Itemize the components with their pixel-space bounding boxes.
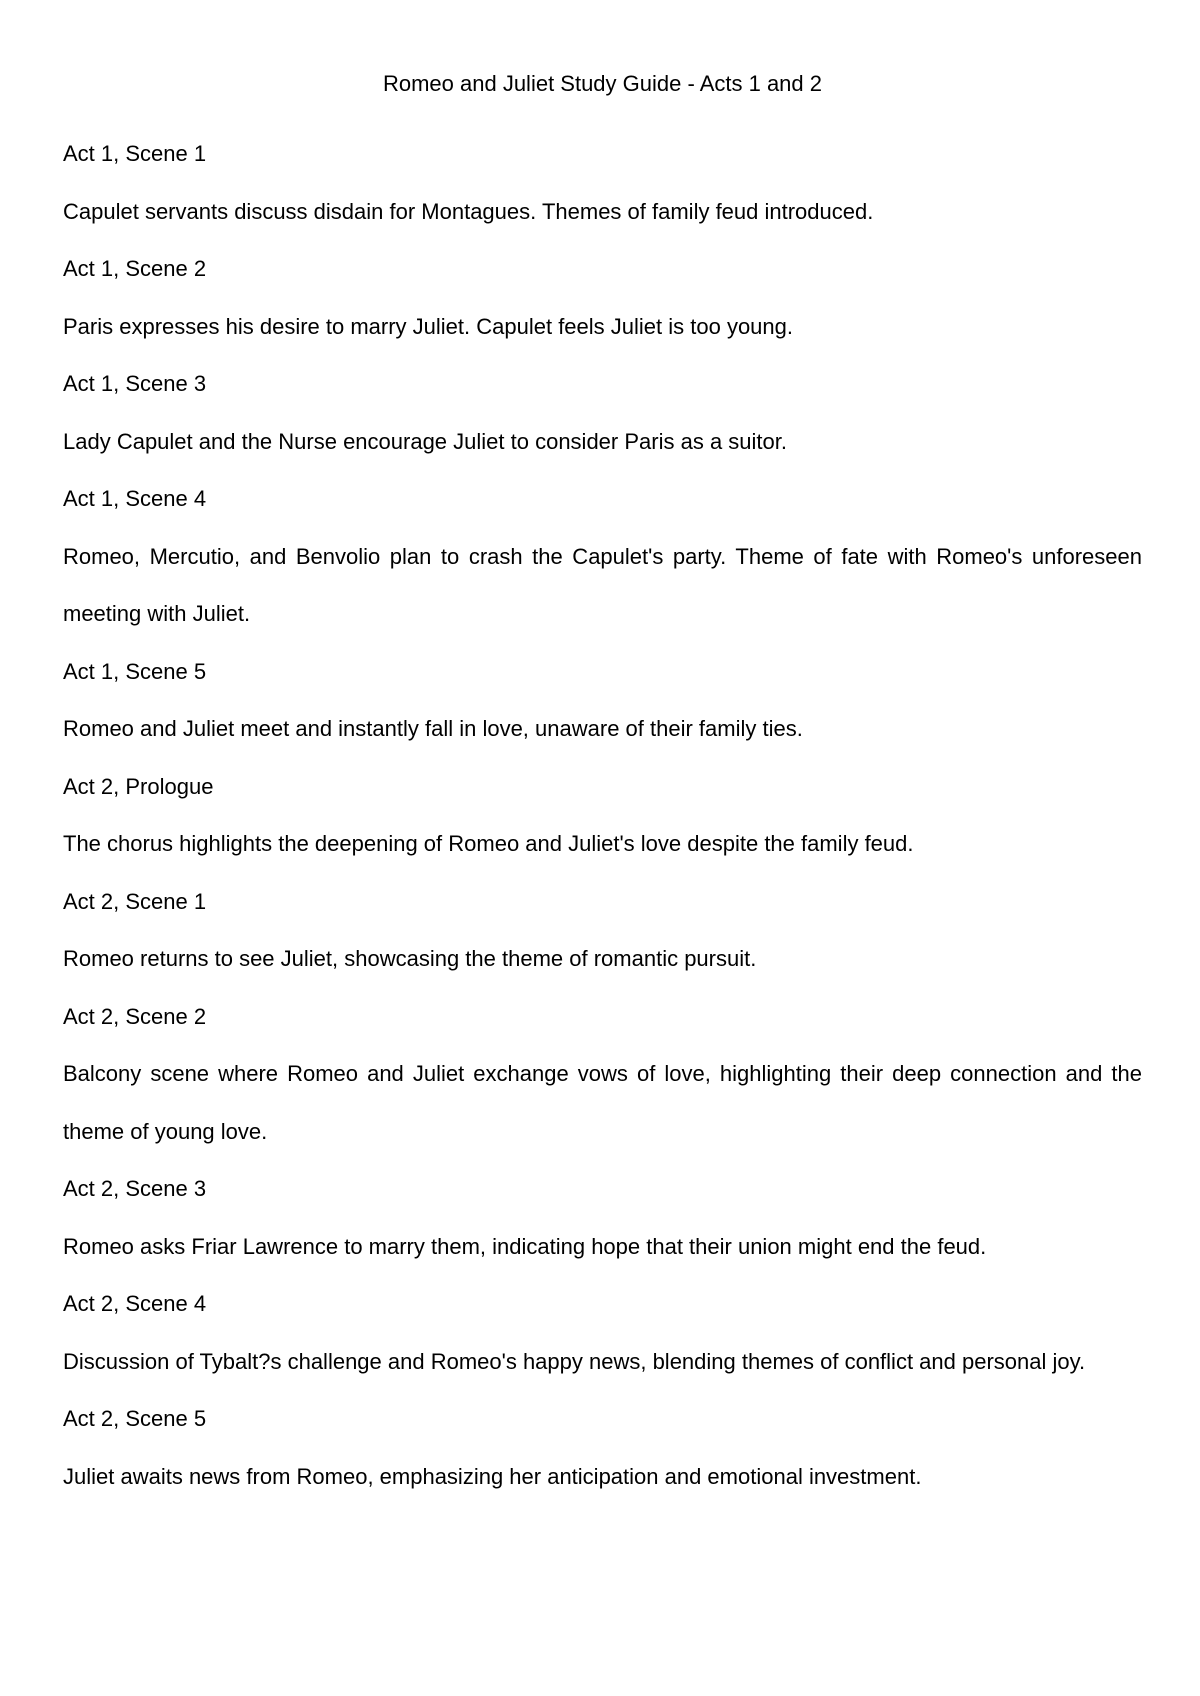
scene-text-act2-scene3: Romeo asks Friar Lawrence to marry them, indicating hope that their union might end the feud. (63, 1233, 987, 1259)
scene-heading-act2-scene1: Act 2, Scene 1 (63, 888, 207, 914)
scene-text-act2-scene4: Discussion of Tybalt?s challenge and Romeo's happy news, blending themes of conflict and personal joy. (63, 1348, 1086, 1374)
scene-heading-act1-scene4: Act 1, Scene 4 (63, 486, 207, 511)
scene-heading-act2-scene5: Act 2, Scene 5 (63, 1406, 207, 1431)
scene-text-act2-scene2: Balcony scene where Romeo and Juliet exchange vows of love, highlighting their deep connection and the theme of young love. (63, 1061, 1142, 1144)
scene-heading-act1-scene1: Act 1, Scene 1 (63, 141, 207, 166)
scene-text-act2-prologue: The chorus highlights the deepening of Romeo and Juliet's love despite the family feud. (63, 831, 914, 856)
scene-heading-act1-scene5: Act 1, Scene 5 (63, 658, 207, 684)
scene-heading-act1-scene2: Act 1, Scene 2 (63, 256, 207, 281)
scene-heading-act2-prologue: Act 2, Prologue (63, 773, 214, 799)
scene-text-act1-scene4: Romeo, Mercutio, and Benvolio plan to crash the Capulet's party. Theme of fate with Romeo's unforeseen meeting with Juliet. (63, 543, 1142, 626)
scene-heading-act1-scene3: Act 1, Scene 3 (63, 371, 207, 396)
scene-text-act1-scene2: Paris expresses his desire to marry Juliet. Capulet feels Juliet is too young. (63, 313, 793, 339)
scene-text-act1-scene3: Lady Capulet and the Nurse encourage Juliet to consider Paris as a suitor. (63, 428, 787, 454)
scene-heading-act2-scene4: Act 2, Scene 4 (63, 1291, 207, 1316)
scene-text-act2-scene1: Romeo returns to see Juliet, showcasing the theme of romantic pursuit. (63, 946, 757, 971)
scene-heading-act2-scene3: Act 2, Scene 3 (63, 1176, 207, 1201)
document-title: Romeo and Juliet Study Guide - Acts 1 and 2 (382, 71, 823, 96)
scene-text-act1-scene5: Romeo and Juliet meet and instantly fall in love, unaware of their family ties. (63, 716, 803, 741)
scene-heading-act2-scene2: Act 2, Scene 2 (63, 1003, 207, 1029)
scene-text-act1-scene1: Capulet servants discuss disdain for Montagues. Themes of family feud introduced. (63, 198, 874, 224)
scene-text-act2-scene5: Juliet awaits news from Romeo, emphasizing her anticipation and emotional investment. (63, 1463, 922, 1489)
